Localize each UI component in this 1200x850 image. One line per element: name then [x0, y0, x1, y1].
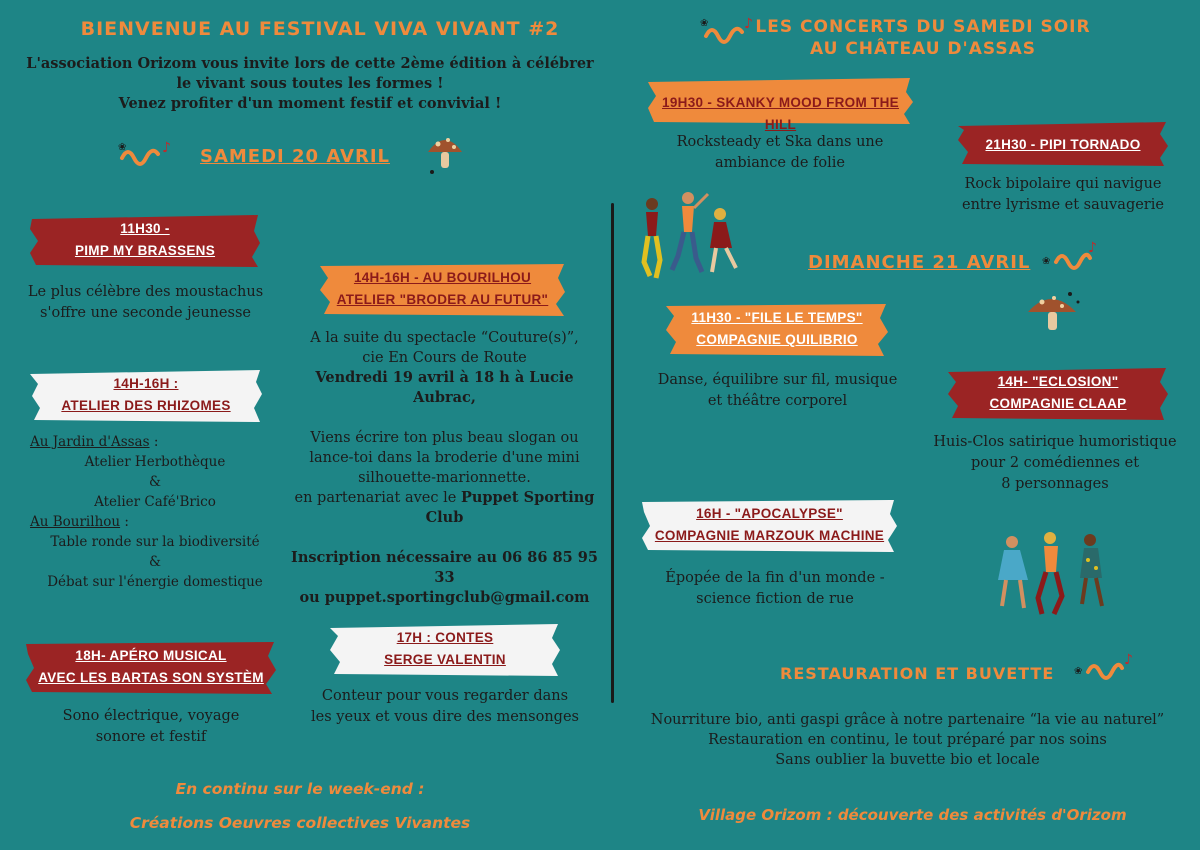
event-name: ATELIER DES RHIZOMES: [61, 398, 231, 413]
event-name: COMPAGNIE QUILIBRIO: [696, 332, 858, 347]
event-band-apocalypse: [642, 498, 897, 554]
svg-text:❀: ❀: [1042, 256, 1051, 267]
event-time: 18H- APÉRO MUSICAL: [75, 648, 227, 663]
event-name: 21H30 - PIPI TORNADO: [985, 137, 1141, 152]
event-band-file-le-temps: [666, 302, 888, 358]
activity: Débat sur l'énergie domestique: [47, 574, 263, 590]
desc-line: entre lyrisme et sauvagerie: [962, 197, 1164, 213]
event-band-atelier-rhizomes: [30, 368, 262, 424]
desc-line: les yeux et vous dire des mensonges: [311, 709, 579, 725]
event-desc: [26, 706, 276, 748]
desc-line: lance-toi dans la broderie d'une mini: [309, 450, 580, 466]
contact-email: ou puppet.sportingclub@gmail.com: [299, 589, 590, 606]
intro-line: L'association Orizom vous invite lors de cette 2ème édition à célébrer: [26, 55, 594, 72]
dancers-illustration: [990, 528, 1120, 624]
event-desc: [18, 282, 273, 324]
event-time: 11H30 - "FILE LE TEMPS": [691, 310, 863, 325]
svg-text:❀: ❀: [1074, 666, 1083, 677]
svg-text:♪: ♪: [744, 16, 753, 32]
svg-text:♪: ♪: [1088, 240, 1097, 256]
center-divider: [611, 203, 614, 703]
event-time: 14H- "ECLOSION": [997, 374, 1119, 389]
event-name: PIMP MY BRASSENS: [74, 243, 216, 258]
desc-line: Danse, équilibre sur fil, musique: [657, 372, 898, 388]
intro-text: [20, 54, 600, 114]
concert-band-pipi-tornado: [958, 120, 1168, 166]
concert-band-skanky-mood: [648, 78, 913, 132]
desc-line: Conteur pour vous regarder dans: [321, 688, 569, 704]
mushroom-icon: [1018, 286, 1084, 348]
desc-line: et théâtre corporel: [707, 393, 848, 409]
activity: Atelier Café'Brico: [94, 494, 216, 510]
event-band-broder-au-futur: [320, 262, 565, 318]
desc-line: Épopée de la fin d'un monde -: [665, 570, 885, 586]
desc-line: Viens écrire ton plus beau slogan ou: [310, 430, 579, 446]
event-band-apero-musical: [26, 640, 276, 696]
partner-name: Puppet Sporting: [460, 489, 595, 506]
mushroom-icon: [420, 128, 470, 182]
footer-line: Créations Oeuvres collectives Vivantes: [129, 814, 471, 832]
activity-sep: &: [148, 554, 162, 570]
desc-line: Sono électrique, voyage: [62, 708, 240, 724]
desc-line: en partenariat avec le: [294, 490, 457, 506]
title-line: LES CONCERTS DU SAMEDI SOIR: [755, 17, 1091, 37]
location-label: Au Jardin d'Assas: [30, 434, 150, 450]
contact-phone: Inscription nécessaire au 06 86 85 95 33: [291, 549, 598, 586]
svg-text:❀: ❀: [700, 18, 709, 29]
svg-text:♪: ♪: [162, 140, 171, 156]
location-label: Au Bourilhou: [30, 514, 121, 530]
location-colon: :: [120, 514, 129, 530]
food-line: Nourriture bio, anti gaspi grâce à notre partenaire “la vie au naturel”: [650, 712, 1165, 728]
desc-line: ambiance de folie: [714, 155, 846, 171]
footer-left: [60, 772, 540, 840]
event-name: COMPAGNIE CLAAP: [989, 396, 1127, 411]
event-time: 14H-16H :: [113, 376, 179, 391]
desc-line: science fiction de rue: [696, 591, 854, 607]
food-title: RESTAURATION ET BUVETTE: [780, 664, 1055, 683]
desc-line: Rock bipolaire qui navigue: [964, 176, 1162, 192]
dancers-illustration: [632, 186, 747, 290]
music-squiggle-icon: [1040, 238, 1100, 276]
concert-desc: [938, 174, 1188, 216]
desc-line-bold: Vendredi 19 avril à 18 h à Lucie Aubrac,: [315, 369, 574, 406]
food-line: Sans oublier la buvette bio et locale: [775, 752, 1040, 768]
event-name: SERGE VALENTIN: [384, 652, 506, 667]
intro-line: le vivant sous toutes les formes !: [176, 75, 444, 92]
event-name: ATELIER "BRODER AU FUTUR": [336, 292, 549, 307]
svg-text:❀: ❀: [118, 142, 127, 153]
event-time: 17H : CONTES: [396, 630, 494, 645]
desc-line: cie En Cours de Route: [362, 350, 527, 366]
event-band-pimp-my-brassens: [30, 213, 260, 269]
partner-name-cont: Club: [425, 509, 464, 526]
event-desc: [290, 686, 600, 728]
footer-line: En continu sur le week-end :: [175, 780, 425, 798]
event-time: 14H-16H - AU BOURILHOU: [353, 270, 532, 285]
event-name: 19H30 - SKANKY MOOD FROM THE HILL: [662, 95, 899, 132]
event-desc-broder: [282, 328, 607, 608]
desc-line: pour 2 comédiennes et: [970, 455, 1140, 471]
music-squiggle-icon: [1074, 650, 1138, 688]
event-band-eclosion: [948, 366, 1168, 422]
title-line: AU CHÂTEAU D'ASSAS: [809, 39, 1037, 59]
food-line: Restauration en continu, le tout préparé par nos soins: [708, 732, 1107, 748]
event-name: COMPAGNIE MARZOUK MACHINE: [654, 528, 885, 543]
footer-right: Village Orizom : découverte des activités d'Orizom: [698, 806, 1127, 824]
event-desc: [920, 432, 1190, 495]
sunday-title: DIMANCHE 21 AVRIL: [808, 252, 1031, 273]
event-time: 11H30 -: [120, 221, 170, 236]
location-colon: :: [149, 434, 159, 450]
desc-line: A la suite du spectacle “Couture(s)”,: [310, 330, 579, 346]
desc-line: silhouette-marionnette.: [358, 470, 531, 486]
intro-line: Venez profiter d'un moment festif et convivial !: [118, 95, 502, 112]
event-desc: [640, 370, 915, 412]
activity-sep: &: [148, 474, 162, 490]
desc-line: s'offre une seconde jeunesse: [40, 305, 251, 321]
activity: Table ronde sur la biodiversité: [50, 534, 260, 550]
event-time: 16H - "APOCALYPSE": [696, 506, 843, 521]
desc-line: 8 personnages: [1001, 476, 1109, 492]
desc-line: Rocksteady et Ska dans une: [676, 134, 884, 150]
concert-desc: [650, 132, 910, 174]
event-desc: [640, 568, 910, 610]
desc-line: Le plus célèbre des moustachus: [27, 284, 264, 300]
event-band-contes: [330, 622, 560, 678]
desc-line: sonore et festif: [95, 729, 207, 745]
desc-line: Huis-Clos satirique humoristique: [933, 434, 1177, 450]
music-squiggle-icon: [118, 138, 178, 172]
event-desc-rhizomes: [30, 432, 280, 592]
saturday-title: SAMEDI 20 AVRIL: [200, 146, 390, 167]
concerts-title: [748, 16, 1098, 60]
event-name: AVEC LES BARTAS SON SYSTÈM: [38, 670, 264, 685]
festival-title: BIENVENUE AU FESTIVAL VIVA VIVANT #2: [80, 18, 560, 40]
food-desc: [625, 710, 1190, 770]
activity: Atelier Herbothèque: [84, 454, 226, 470]
svg-text:♪: ♪: [1124, 652, 1133, 668]
